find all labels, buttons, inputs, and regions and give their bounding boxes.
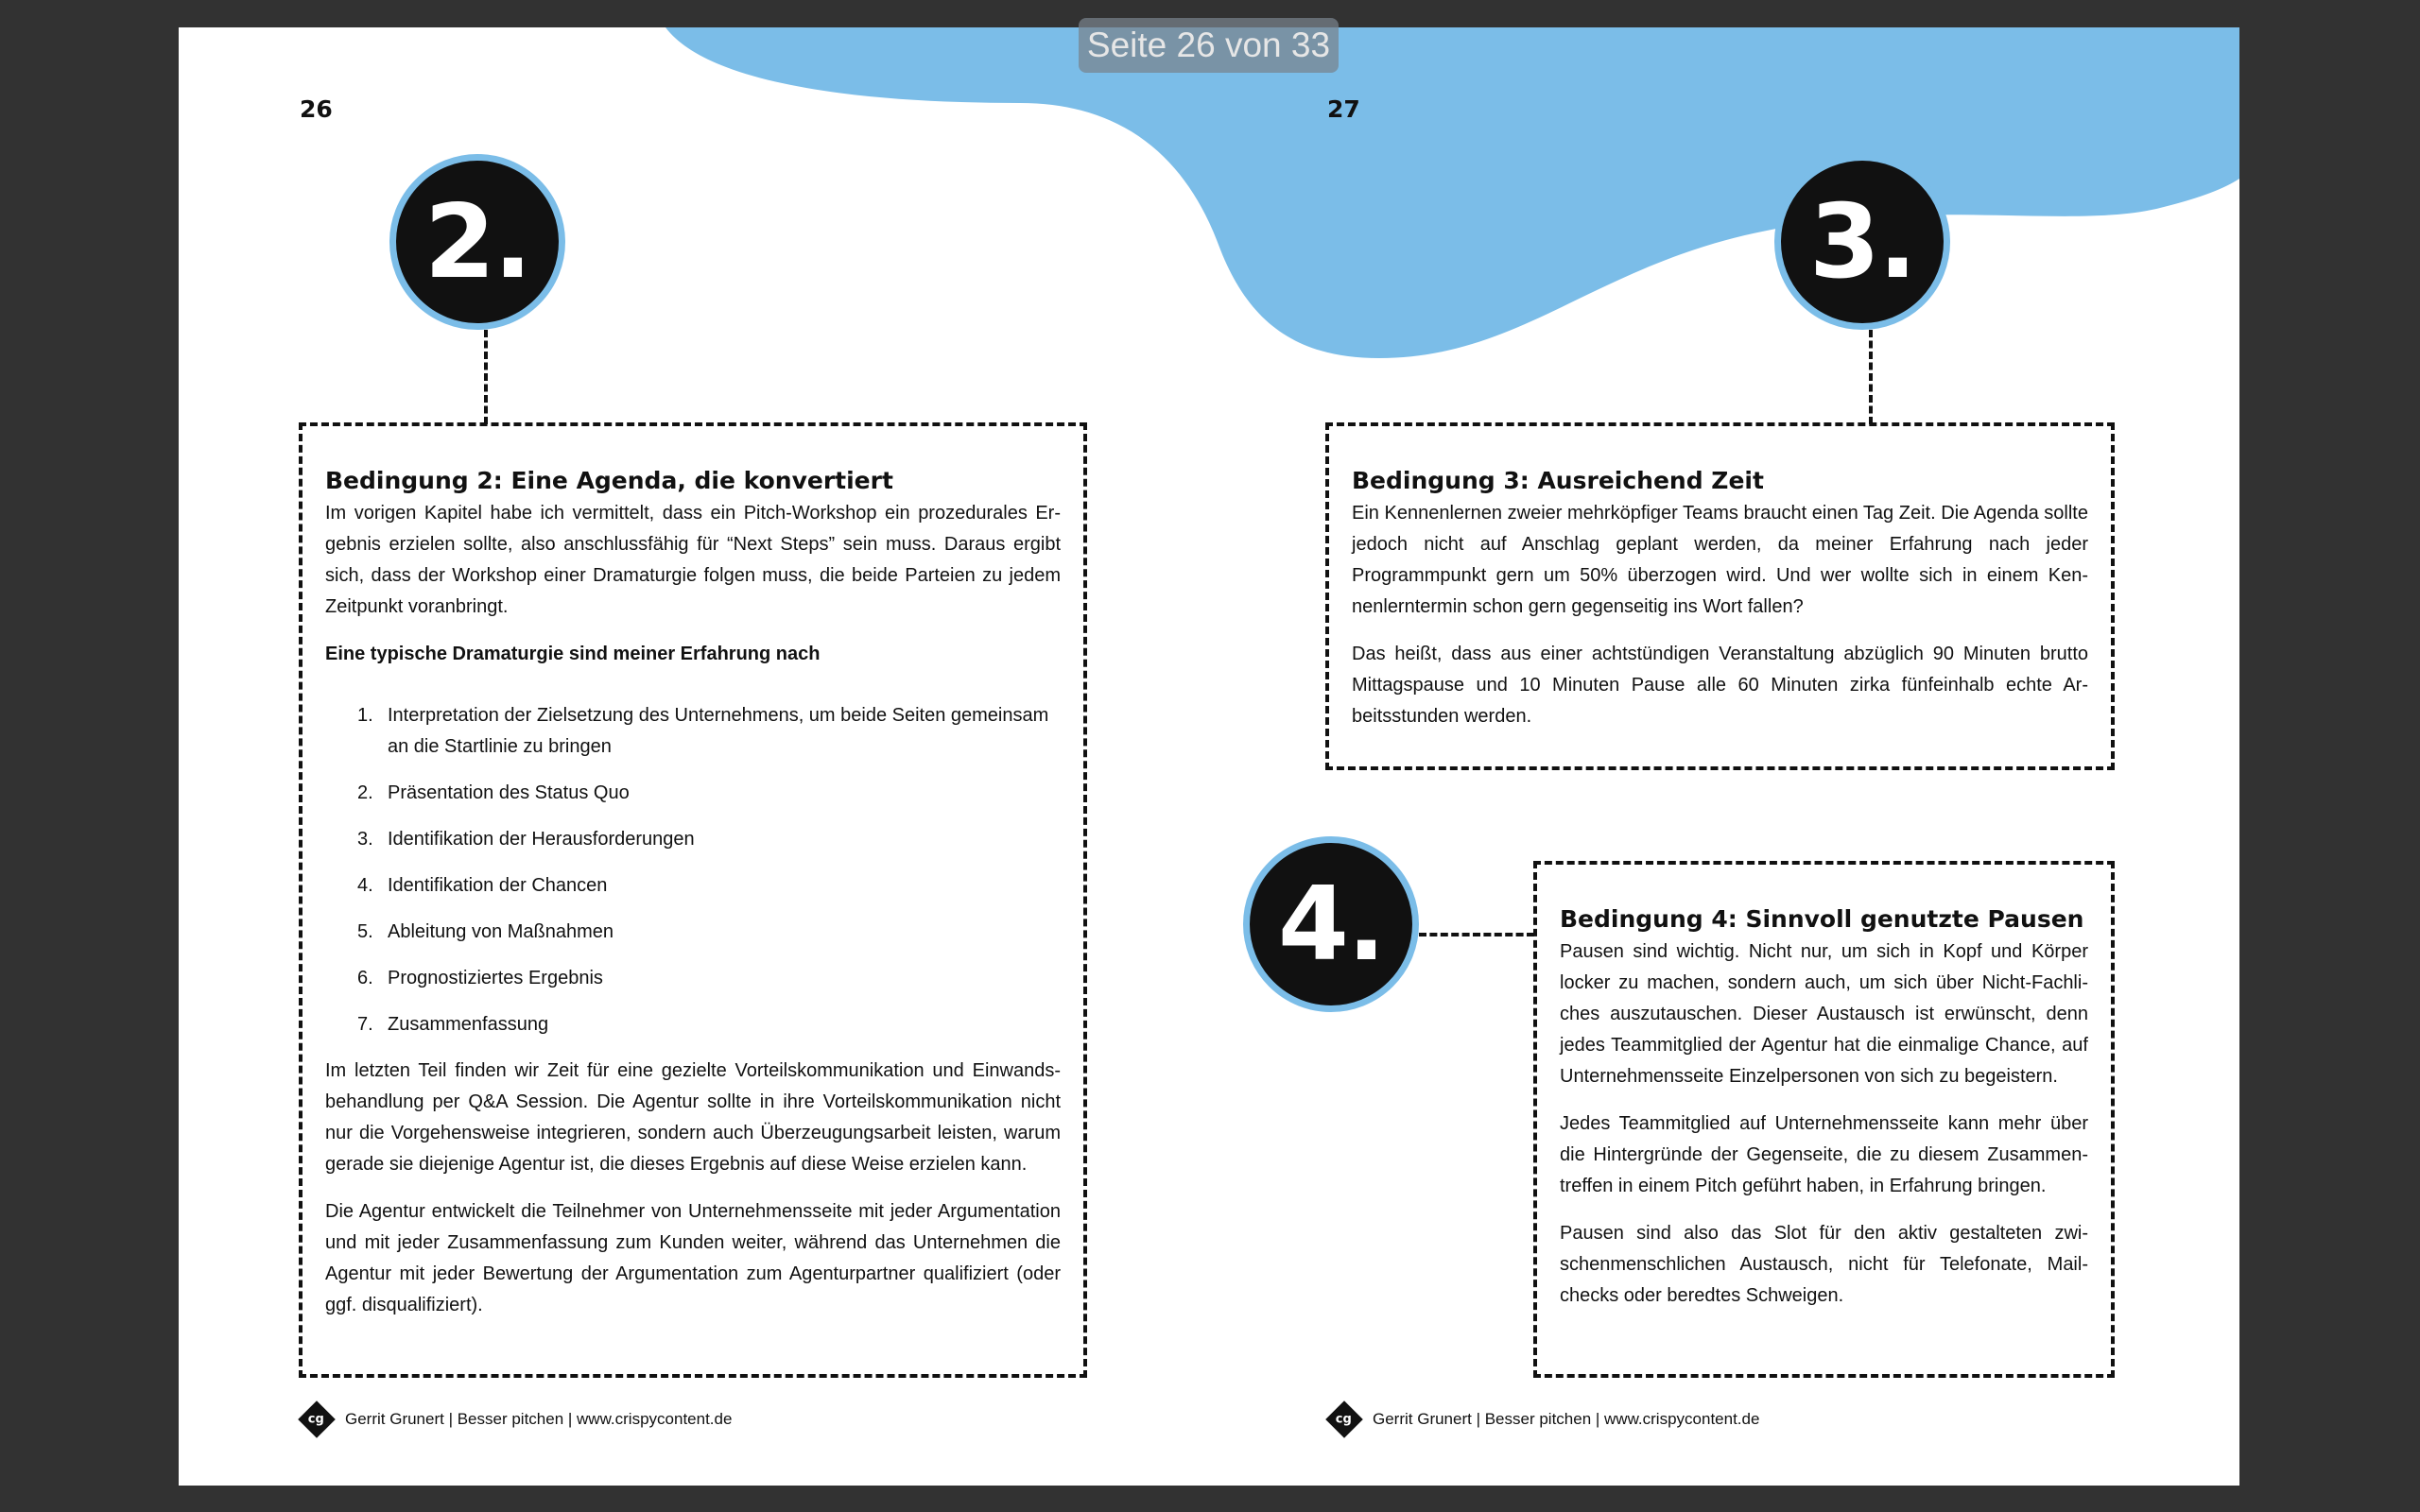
condition-4-box <box>1533 861 2115 1378</box>
list-item: 6. Prognostiziertes Ergebnis <box>357 968 603 988</box>
crispycontent-logo-icon: cg <box>1325 1400 1363 1438</box>
list-heading: Eine typische Dramaturgie sind meiner Erfahrung nach <box>325 644 821 664</box>
paragraph: Pausen sind also das Slot für den aktiv gestalteten zwischenmenschlichen Austausch, nicht für Telefonate, Mailchecks oder beredtes Schweigen. <box>1560 1223 2088 1306</box>
list-item: 3. Identifikation der Herausforderungen <box>357 829 695 850</box>
paragraph: Im letzten Teil finden wir Zeit für eine gezielte Vorteilskommunikation und Einwandsbehandlung per Q&A Session. Die Agentur sollte in ihre Vorteilskommunikation nicht nur die Vorgehensweise integrieren, sondern auch Überzeugungsarbeit leisten, warum gerade sie diejenige Agentur ist, die dieses Ergebnis auf diese Weise erzielen kann. <box>325 1060 1061 1175</box>
page-footer <box>296 1406 732 1433</box>
paragraph: Die Agentur entwickelt die Teilnehmer von Unternehmensseite mit jeder Argumentation und mit jeder Zusammenfassung zum Kunden weiter, während das Unternehmen die Agentur mit jeder Bewertung der Argumentation zum Agenturpartner qualifiziert (oder ggf. disqualifiziert). <box>325 1201 1061 1315</box>
condition-number-badge: 3. <box>1774 154 1950 330</box>
crispycontent-logo-icon: cg <box>298 1400 336 1438</box>
condition-title: Bedingung 3: Ausreichend Zeit <box>1352 467 1764 494</box>
list-item: 1. Interpretation der Zielsetzung des Unternehmens, um beide Seiten gemeinsam an die Startlinie zu bringen <box>357 705 1049 757</box>
right-page <box>1209 27 2239 1486</box>
page-number: 26 <box>300 95 333 123</box>
paragraph: Pausen sind wichtig. Nicht nur, um sich in Kopf und Körper locker zu machen, sondern auch, um sich über Nicht-Fachliches auszutauschen. Dieser Austausch ist erwünscht, denn jedes Teammitglied der Agentur hat die einmalige Chance, auf Unternehmensseite Einzelpersonen von sich zu begeistern. <box>1560 941 2088 1087</box>
condition-number-badge: 2. <box>389 154 565 330</box>
list-item: 4. Identifikation der Chancen <box>357 875 608 896</box>
condition-2-box <box>299 422 1087 1378</box>
page-number: 27 <box>1327 95 1360 123</box>
condition-title: Bedingung 4: Sinnvoll genutzte Pausen <box>1560 905 2084 933</box>
document-spread <box>179 27 2239 1486</box>
paragraph: Im vorigen Kapitel habe ich vermittelt, dass ein Pitch-Workshop ein prozedurales Ergebnis erzielen sollte, also anschlussfähig für “Next Steps” sein muss. Daraus ergibt sich, dass der Workshop einer Dramaturgie folgen muss, die beide Parteien zu jedem Zeitpunkt voranbringt. <box>325 503 1061 617</box>
paragraph: Das heißt, dass aus einer achtstündigen Veranstaltung abzüglich 90 Minuten brutto Mittagspause und 10 Minuten Pause alle 60 Minuten zirka fünfeinhalb echte Arbeitsstunden werden. <box>1352 644 2088 727</box>
paragraph: Ein Kennenlernen zweier mehrköpfiger Teams braucht einen Tag Zeit. Die Agenda sollte jedoch nicht auf Anschlag geplant werden, da meiner Erfahrung nach jeder Programmpunkt gern um 50% überzogen wird. Und wer wollte sich in einem Kennenlerntermin schon gern gegenseitig ins Wort fallen? <box>1352 503 2088 617</box>
connector-line <box>1869 330 1873 424</box>
footer-text: Gerrit Grunert | Besser pitchen | www.crispycontent.de <box>345 1410 733 1428</box>
paragraph: Jedes Teammitglied auf Unternehmensseite kann mehr über die Hintergründe der Gegenseite, die zu diesem Zusammentreffen in einem Pitch geführt haben, in Erfahrung bringen. <box>1560 1113 2088 1196</box>
condition-3-box <box>1325 422 2115 770</box>
left-page <box>179 27 1209 1486</box>
list-item: 2. Präsentation des Status Quo <box>357 782 630 803</box>
connector-line <box>1419 933 1534 936</box>
condition-number-badge: 4. <box>1243 836 1419 1012</box>
list-item: 5. Ableitung von Maßnahmen <box>357 921 614 942</box>
list-item: 7. Zusammenfassung <box>357 1014 549 1035</box>
page-indicator: Seite 26 von 33 <box>1079 18 1339 73</box>
page-footer <box>1323 1406 1759 1433</box>
dramaturgy-list <box>325 700 1061 1040</box>
connector-line <box>484 330 488 424</box>
footer-text: Gerrit Grunert | Besser pitchen | www.crispycontent.de <box>1373 1410 1760 1428</box>
condition-title: Bedingung 2: Eine Agenda, die konvertiert <box>325 467 893 494</box>
